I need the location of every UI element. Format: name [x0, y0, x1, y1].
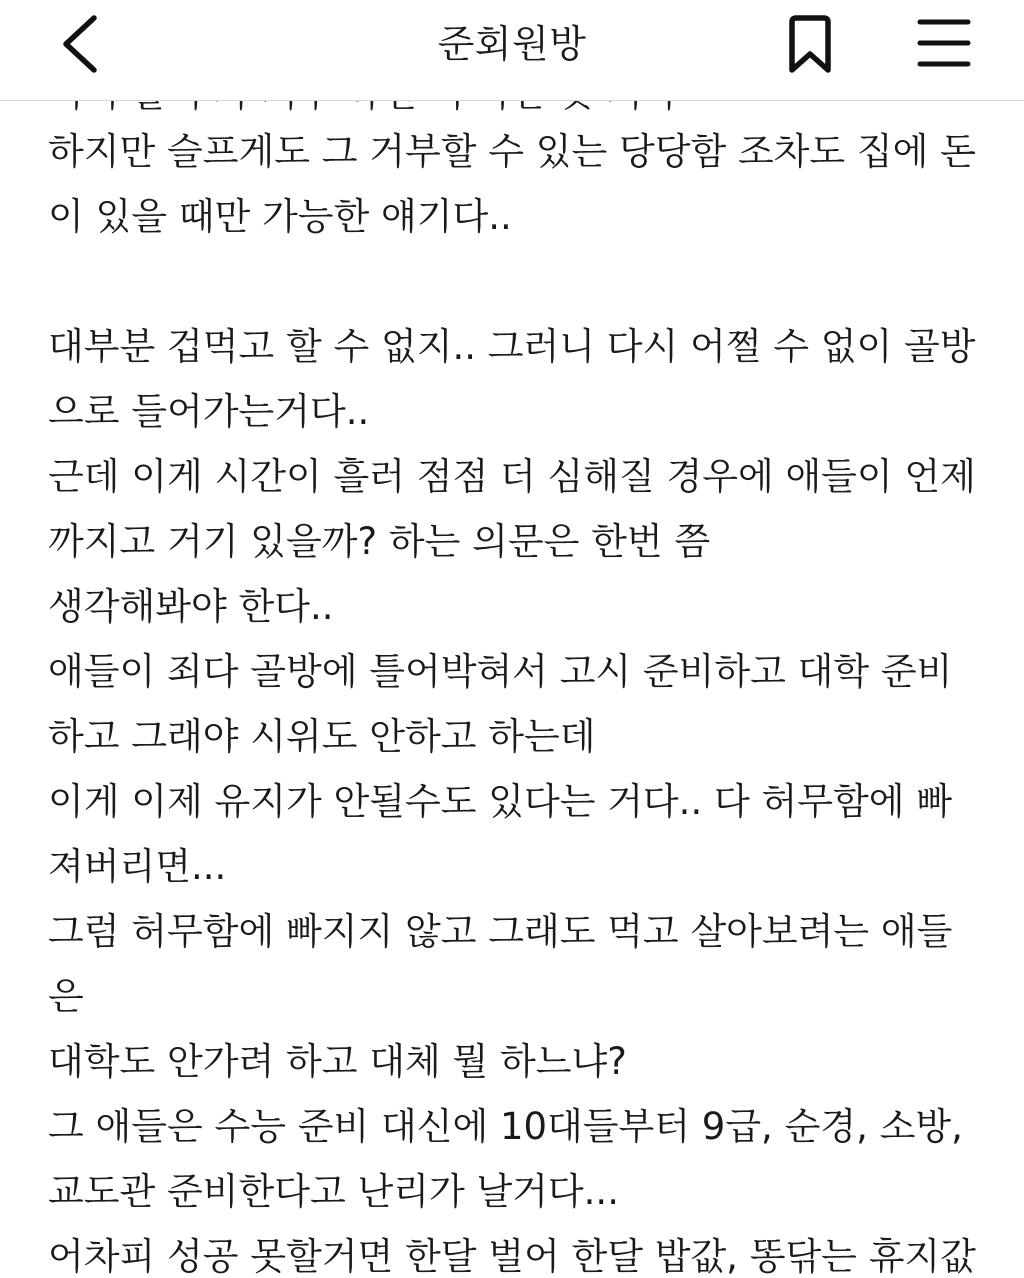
article-body — [0, 62, 1024, 1278]
menu-button[interactable] — [912, 10, 976, 80]
back-button[interactable] — [52, 10, 112, 80]
article-line: 이 있을 때만 가능한 얘기다.. — [48, 195, 512, 238]
article-line: 생각해봐야 한다.. — [48, 585, 334, 628]
page-title: 준회원방 — [437, 22, 587, 66]
article-line: 은 — [48, 975, 84, 1018]
article-line: 대부분 겁먹고 할 수 없지.. 그러니 다시 어쩔 수 없이 골방 — [48, 325, 976, 368]
article-line: 하지만 슬프게도 그 거부할 수 있는 당당함 조차도 집에 돈 — [48, 130, 976, 173]
top-app-bar — [0, 0, 1024, 101]
hamburger-menu-icon — [912, 10, 976, 80]
article-line: 그럼 허무함에 빠지지 않고 그래도 먹고 살아보려는 애들 — [48, 910, 953, 953]
article-line: 까지고 거기 있을까? 하는 의문은 한번 쯤 — [48, 520, 711, 563]
article-line: 으로 들어가는거다.. — [48, 390, 370, 433]
article-line: 하고 그래야 시위도 안하고 하는데 — [48, 715, 596, 758]
bookmark-icon — [780, 10, 840, 80]
article-line: 애들이 죄다 골방에 틀어박혀서 고시 준비하고 대학 준비 — [48, 650, 953, 693]
article-line: 져버리면... — [48, 845, 227, 888]
article-line: 대학도 안가려 하고 대체 뭘 하느냐? — [48, 1040, 627, 1083]
article-line: 교도관 준비한다고 난리가 날거다... — [48, 1170, 619, 1213]
bookmark-button[interactable] — [780, 10, 840, 80]
article-line: 근데 이게 시간이 흘러 점점 더 심해질 경우에 애들이 언제 — [48, 455, 976, 498]
article-line: 어차피 성공 못할거면 한달 벌어 한달 밥값, 똥닦는 휴지값 — [48, 1235, 976, 1278]
article-line: 그 애들은 수능 준비 대신에 10대들부터 9급, 순경, 소방, — [48, 1105, 963, 1148]
article-line — [48, 250, 988, 314]
chevron-left-icon — [52, 10, 112, 80]
article-line: 이게 이제 유지가 안될수도 있다는 거다.. 다 허무함에 빠 — [48, 780, 952, 823]
